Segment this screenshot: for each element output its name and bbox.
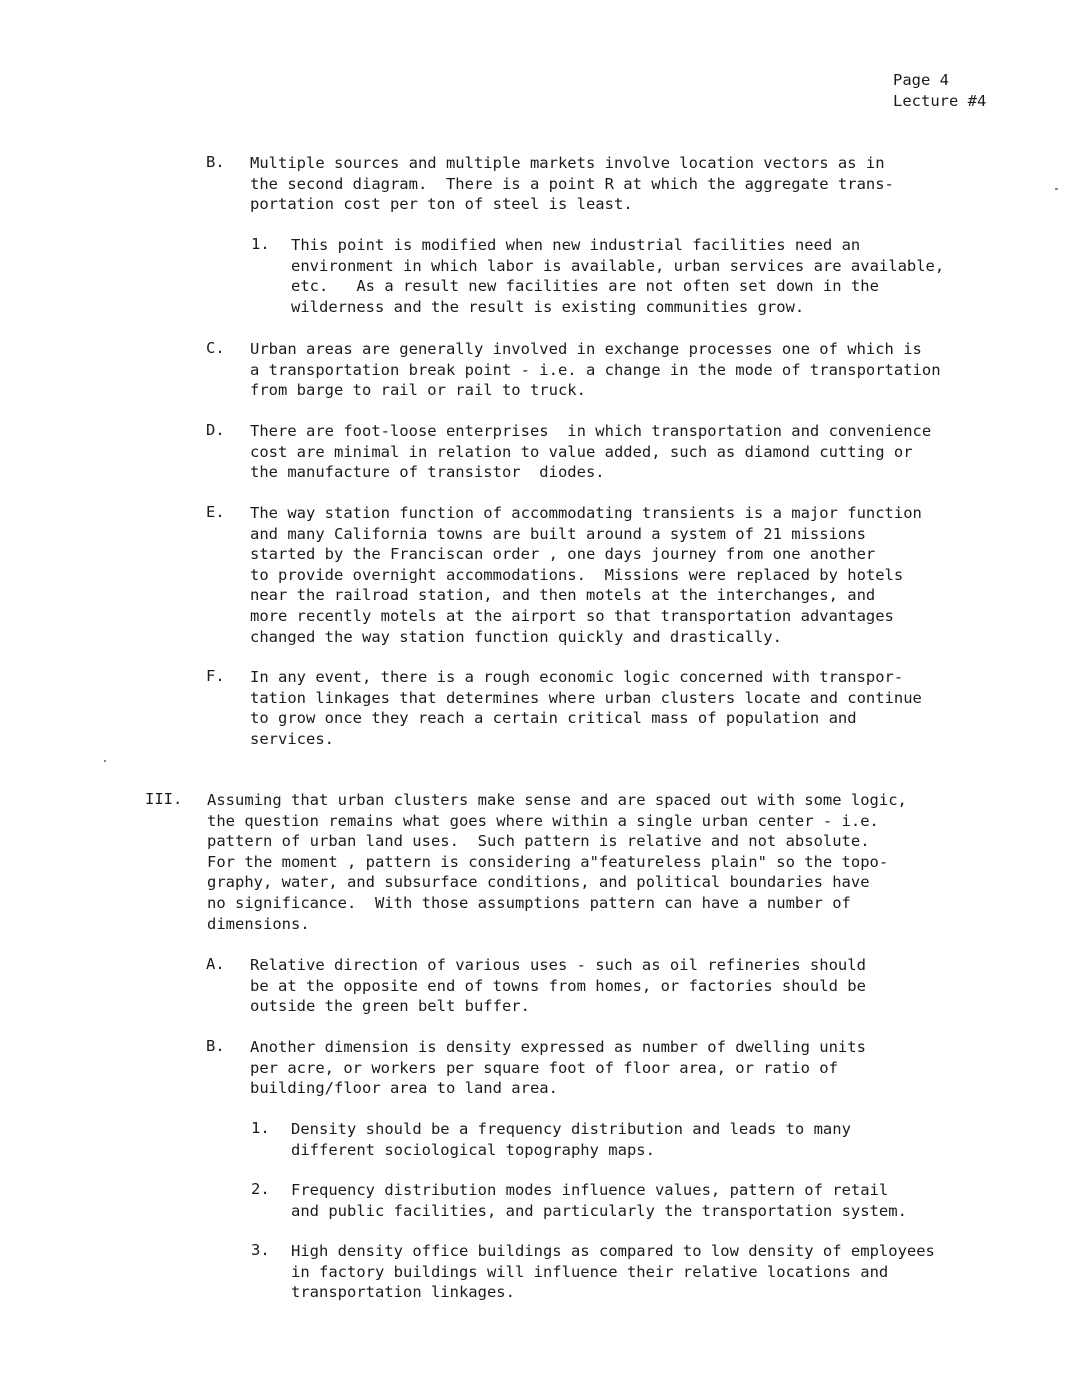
text-line: in factory buildings will influence their relative locations and (291, 1262, 889, 1281)
item-marker: 3. (251, 1241, 270, 1259)
text-line: Urban areas are generally involved in exchange processes one of which is (250, 340, 922, 358)
scan-speck (1055, 188, 1058, 190)
text-line: a transportation break point - i.e. a change in the mode of transportation (250, 360, 941, 379)
item-text (250, 955, 866, 1017)
item-d-foot-loose (206, 421, 931, 483)
page-header (893, 70, 986, 112)
text-line: changed the way station function quickly and drastically. (250, 627, 782, 646)
lecture-number: Lecture #4 (893, 92, 987, 110)
item-marker: B. (206, 153, 225, 171)
item-1-point-modified (251, 235, 944, 317)
text-line: and many California towns are built around a system of 21 missions (250, 524, 866, 543)
text-line: High density office buildings as compared to low density of employees (291, 1242, 935, 1260)
item-text (250, 503, 922, 647)
text-line: per acre, or workers per square foot of floor area, or ratio of (250, 1058, 838, 1077)
text-line: started by the Franciscan order , one days journey from one another (250, 545, 876, 564)
text-line: and public facilities, and particularly the transportation system. (291, 1201, 907, 1220)
text-line: wilderness and the result is existing communities grow. (291, 297, 805, 316)
text-line: pattern of urban land uses. Such pattern is relative and not absolute. (207, 832, 870, 851)
text-line: no significance. With those assumptions pattern can have a number of (207, 893, 851, 912)
text-line: There are foot-loose enterprises in which transportation and convenience (250, 422, 932, 440)
text-line: The way station function of accommodating transients is a major function (250, 504, 922, 522)
item-text (291, 1180, 907, 1221)
text-line: Density should be a frequency distribution and leads to many (291, 1120, 851, 1138)
item-3-office-buildings (251, 1241, 935, 1303)
item-text (250, 667, 922, 749)
text-line: dimensions. (207, 914, 310, 933)
text-line: building/floor area to land area. (250, 1079, 558, 1098)
item-marker: B. (206, 1037, 225, 1055)
text-line: portation cost per ton of steel is least. (250, 195, 633, 214)
text-line: outside the green belt buffer. (250, 997, 530, 1016)
item-text (291, 235, 944, 317)
item-marker: 2. (251, 1180, 270, 1198)
text-line: graphy, water, and subsurface conditions, and political boundaries have (207, 873, 870, 892)
item-text (250, 421, 931, 483)
text-line: tation linkages that determines where urban clusters locate and continue (250, 688, 922, 707)
item-marker: C. (206, 339, 225, 357)
item-f-economic-logic (206, 667, 922, 749)
text-line: In any event, there is a rough economic logic concerned with transpor- (250, 668, 904, 686)
text-line: services. (250, 729, 334, 748)
text-line: transportation linkages. (291, 1283, 515, 1302)
text-line: Frequency distribution modes influence values, pattern of retail (291, 1181, 889, 1199)
text-line: Another dimension is density expressed as number of dwelling units (250, 1038, 866, 1056)
page-number: Page 4 (893, 71, 949, 89)
text-line: Assuming that urban clusters make sense and are spaced out with some logic, (207, 791, 907, 809)
item-marker: 1. (251, 235, 270, 253)
text-line: the manufacture of transistor diodes. (250, 463, 605, 482)
item-text (207, 790, 907, 934)
text-line: environment in which labor is available, urban services are available, (291, 256, 945, 275)
text-line: the question remains what goes where within a single urban center - i.e. (207, 811, 879, 830)
item-marker: A. (206, 955, 225, 973)
text-line: to provide overnight accommodations. Missions were replaced by hotels (250, 565, 904, 584)
text-line: more recently motels at the airport so that transportation advantages (250, 606, 894, 625)
item-text (291, 1241, 935, 1303)
item-a-relative-direction (206, 955, 866, 1017)
item-marker: D. (206, 421, 225, 439)
scan-speck (104, 760, 106, 762)
text-line: Relative direction of various uses - such as oil refineries should (250, 956, 866, 974)
item-e-way-station (206, 503, 922, 647)
text-line: etc. As a result new facilities are not often set down in the (291, 277, 879, 296)
text-line: This point is modified when new industrial facilities need an (291, 236, 861, 254)
text-line: Multiple sources and multiple markets involve location vectors as in (250, 154, 885, 172)
text-line: For the moment , pattern is considering a"featureless plain" so the topo- (207, 852, 889, 871)
item-2-distribution-modes (251, 1180, 907, 1221)
item-b-location-vectors (206, 153, 894, 215)
item-c-urban-areas (206, 339, 941, 401)
text-line: to grow once they reach a certain critical mass of population and (250, 709, 857, 728)
text-line: be at the opposite end of towns from homes, or factories should be (250, 976, 866, 995)
item-iii-urban-land-use (145, 790, 907, 934)
item-marker: 1. (251, 1119, 270, 1137)
text-line: different sociological topography maps. (291, 1140, 655, 1159)
text-line: the second diagram. There is a point R at which the aggregate trans- (250, 174, 894, 193)
text-line: from barge to rail or rail to truck. (250, 381, 586, 400)
item-text (250, 339, 941, 401)
item-marker: III. (145, 790, 183, 808)
item-marker: E. (206, 503, 225, 521)
item-text (250, 1037, 866, 1099)
item-text (291, 1119, 851, 1160)
item-1-frequency-distribution (251, 1119, 851, 1160)
item-text (250, 153, 894, 215)
item-b-density (206, 1037, 866, 1099)
item-marker: F. (206, 667, 225, 685)
text-line: cost are minimal in relation to value added, such as diamond cutting or (250, 442, 913, 461)
text-line: near the railroad station, and then motels at the interchanges, and (250, 586, 876, 605)
